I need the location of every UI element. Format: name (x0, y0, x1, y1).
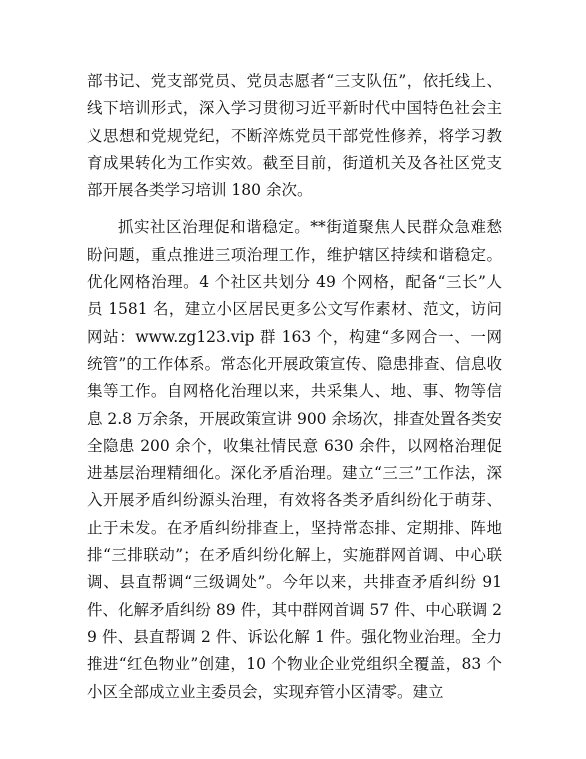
paragraph-1: 部书记、党支部党员、党员志愿者“三支队伍”，依托线上、线下培训形式，深入学习贯彻习近平新时代中国特色社会主义思想和党规党纪，不断淬炼党员干部党性修养，将学习教育成果转化为工作实效。截至目前，街道机关及各社区党支部开展各类学习培训 180 余次。 (87, 72, 502, 200)
paragraph-2: 抓实社区治理促和谐稳定。**街道聚焦人民群众急难愁盼问题，重点推进三项治理工作，维护辖区持续和谐稳定。优化网格治理。4 个社区共划分 49 个网格，配备“三长”人员 1581 名，建立小区居民更多公文写作素材、范文，访问网站：www.zg123.vip 群 163 个，构建“多网合一、一网统管”的工作体系。常态化开展政策宣传、隐患排查、信息收集等工作。自网格化治理以来，共采集人、地、事、物等信息 2.8 万余条，开展政策宣讲 900 余场次，排查处置各类安全隐患 200 余个，收集社情民意 630 余件，以网格治理促进基层治理精细化。深化矛盾治理。建立“三三”工作法，深入开展矛盾纠纷源头治理，有效将各类矛盾纠纷化于萌芽、止于未发。在矛盾纠纷排查上，坚持常态排、定期排、阵地排“三排联动”；在矛盾纠纷化解上，实施群网首调、中心联调、县直帮调“三级调处”。今年以来，共排查矛盾纠纷 91 件、化解矛盾纠纷 89 件，其中群网首调 57 件、中心联调 29 件、县直帮调 2 件、诉讼化解 1 件。强化物业治理。全力推进“红色物业”创建，10 个物业企业党组织全覆盖，83 个小区全部成立业主委员会，实现弃管小区清零。建立 (87, 218, 502, 701)
document-body (87, 68, 502, 706)
